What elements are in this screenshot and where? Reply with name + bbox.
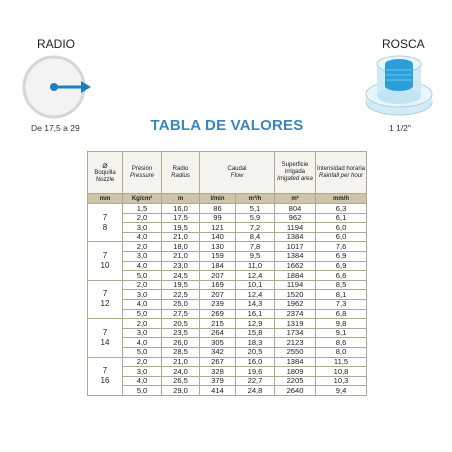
cell-radius: 22,5 [162,290,200,300]
cell-flow-m3h: 11,0 [236,261,275,271]
nozzle-cell [88,357,123,395]
cell-area: 1017 [275,242,316,252]
header-nozzle-title: Boquilla [94,170,116,177]
cell-radius: 24,5 [162,271,200,281]
table-row [88,213,367,223]
cell-radius: 19,5 [162,280,200,290]
cell-pressure: 5,0 [123,347,162,357]
cell-flow-m3h: 8,4 [236,232,275,242]
cell-pressure: 5,0 [123,271,162,281]
cell-radius: 26,0 [162,338,200,348]
table-row [88,261,367,271]
cell-radius: 20,5 [162,319,200,329]
cell-flow-lmin: 239 [200,299,236,309]
header-flow [200,152,275,194]
radius-range-caption: De 17,5 a 29 [31,123,80,133]
cell-flow-m3h: 9,5 [236,251,275,261]
cell-area: 2123 [275,338,316,348]
cell-flow-lmin: 264 [200,328,236,338]
header-area-title: Superficie irrigada [281,162,309,176]
cell-flow-lmin: 86 [200,204,236,214]
cell-pressure: 5,0 [123,309,162,319]
table-row [88,223,367,233]
cell-flow-m3h: 12,4 [236,290,275,300]
header-flow-title: Caudal [227,165,247,172]
cell-pressure: 3,0 [123,223,162,233]
cell-flow-lmin: 342 [200,347,236,357]
cell-flow-lmin: 140 [200,232,236,242]
cell-radius: 18,0 [162,242,200,252]
unit-flow-m3h: m³/h [236,194,275,204]
cell-rainfall: 6,9 [316,251,367,261]
radius-diagram-icon [21,52,101,122]
unit-pressure: Kg/cm² [123,194,162,204]
cell-flow-lmin: 328 [200,367,236,377]
cell-area: 1319 [275,319,316,329]
cell-flow-m3h: 22,7 [236,376,275,386]
cell-rainfall: 6,3 [316,204,367,214]
table-row [88,204,367,214]
header-pressure [123,152,162,194]
table-row [88,386,367,396]
nozzle-value: 7 14 [100,327,110,347]
cell-flow-lmin: 99 [200,213,236,223]
header-radius-title: Radio [172,165,189,172]
cell-flow-lmin: 207 [200,271,236,281]
header-rainfall-subtitle: Rainfall per hour [319,172,364,179]
table-row [88,309,367,319]
header-area-subtitle: Irrigated area [277,175,313,182]
cell-flow-m3h: 20,5 [236,347,275,357]
cell-flow-lmin: 267 [200,357,236,367]
table-row [88,242,367,252]
cell-pressure: 4,0 [123,299,162,309]
nozzle-cell [88,280,123,318]
header-nozzle [88,152,123,194]
cell-rainfall: 6,0 [316,223,367,233]
table-row [88,367,367,377]
thread-title: ROSCA [382,37,425,51]
cell-pressure: 4,0 [123,232,162,242]
cell-flow-lmin: 215 [200,319,236,329]
unit-area: m² [275,194,316,204]
header-rainfall-title: Intensidad horaria [316,165,366,172]
header-area [275,152,316,194]
cell-flow-m3h: 15,8 [236,328,275,338]
cell-radius: 24,0 [162,367,200,377]
nozzle-cell [88,319,123,357]
table-row [88,232,367,242]
cell-flow-m3h: 16,1 [236,309,275,319]
cell-radius: 17,5 [162,213,200,223]
cell-pressure: 4,0 [123,261,162,271]
header-radius-subtitle: Radius [171,172,190,179]
cell-rainfall: 6,6 [316,271,367,281]
header-radius [162,152,200,194]
cell-radius: 26,5 [162,376,200,386]
cell-flow-m3h: 18,3 [236,338,275,348]
cell-rainfall: 7,3 [316,299,367,309]
cell-flow-lmin: 121 [200,223,236,233]
cell-rainfall: 10,3 [316,376,367,386]
table-row [88,280,367,290]
cell-rainfall: 8,1 [316,290,367,300]
cell-area: 2640 [275,386,316,396]
diameter-icon: ⌀ [102,160,108,171]
cell-rainfall: 8,5 [316,280,367,290]
cell-rainfall: 6,0 [316,232,367,242]
cell-radius: 23,0 [162,261,200,271]
cell-rainfall: 8,0 [316,347,367,357]
cell-area: 2205 [275,376,316,386]
cell-pressure: 3,0 [123,251,162,261]
cell-area: 1194 [275,280,316,290]
unit-flow-lmin: l/min [200,194,236,204]
cell-rainfall: 6,1 [316,213,367,223]
cell-flow-m3h: 24,8 [236,386,275,396]
header-pressure-subtitle: Pressure [129,172,154,179]
table-row [88,328,367,338]
cell-flow-m3h: 12,9 [236,319,275,329]
cell-radius: 25,0 [162,299,200,309]
cell-pressure: 4,0 [123,376,162,386]
cell-flow-lmin: 305 [200,338,236,348]
nozzle-cell [88,204,123,242]
header-pressure-title: Presión [131,165,153,172]
cell-rainfall: 10,8 [316,367,367,377]
cell-pressure: 3,0 [123,367,162,377]
cell-pressure: 3,0 [123,290,162,300]
table-row [88,347,367,357]
cell-flow-lmin: 130 [200,242,236,252]
table-row [88,299,367,309]
cell-area: 1809 [275,367,316,377]
cell-rainfall: 7,6 [316,242,367,252]
thread-fitting-icon [364,50,434,118]
cell-area: 2550 [275,347,316,357]
cell-area: 1194 [275,223,316,233]
cell-pressure: 2,0 [123,213,162,223]
header-nozzle-subtitle: Nozzle [95,177,115,183]
header-rainfall [316,152,367,194]
cell-flow-m3h: 10,1 [236,280,275,290]
radio-title: RADIO [37,37,76,51]
table-row [88,338,367,348]
cell-area: 1734 [275,328,316,338]
cell-flow-lmin: 159 [200,251,236,261]
cell-rainfall: 9,8 [316,319,367,329]
cell-flow-m3h: 5,9 [236,213,275,223]
cell-rainfall: 9,4 [316,386,367,396]
cell-rainfall: 11,5 [316,357,367,367]
values-body [88,204,367,396]
cell-area: 962 [275,213,316,223]
cell-pressure: 2,0 [123,319,162,329]
nozzle-value: 7 8 [102,212,108,232]
cell-flow-lmin: 184 [200,261,236,271]
cell-radius: 21,0 [162,251,200,261]
cell-radius: 23,5 [162,328,200,338]
unit-rainfall: mm/h [316,194,367,204]
cell-pressure: 1,5 [123,204,162,214]
cell-rainfall: 8,6 [316,338,367,348]
cell-area: 804 [275,204,316,214]
cell-flow-m3h: 7,2 [236,223,275,233]
table-title: TABLA DE VALORES [150,117,304,134]
cell-rainfall: 9,1 [316,328,367,338]
cell-flow-m3h: 7,8 [236,242,275,252]
cell-flow-m3h: 5,1 [236,204,275,214]
values-table [87,151,367,396]
cell-flow-m3h: 16,0 [236,357,275,367]
cell-area: 1884 [275,271,316,281]
cell-radius: 21,0 [162,357,200,367]
nozzle-cell [88,242,123,280]
unit-nozzle: mm [88,194,123,204]
cell-flow-m3h: 14,3 [236,299,275,309]
cell-flow-lmin: 207 [200,290,236,300]
cell-pressure: 2,0 [123,242,162,252]
cell-radius: 19,5 [162,223,200,233]
cell-radius: 16,0 [162,204,200,214]
nozzle-value: 7 16 [100,366,110,386]
cell-area: 1384 [275,357,316,367]
cell-flow-m3h: 12,4 [236,271,275,281]
nozzle-value: 7 10 [100,251,110,271]
cell-flow-lmin: 414 [200,386,236,396]
cell-radius: 27,5 [162,309,200,319]
header-row [88,152,367,194]
table-row [88,290,367,300]
nozzle-value: 7 12 [100,289,110,309]
cell-radius: 21,0 [162,232,200,242]
table-row [88,271,367,281]
cell-flow-m3h: 19,6 [236,367,275,377]
cell-rainfall: 6,8 [316,309,367,319]
cell-area: 1662 [275,261,316,271]
cell-pressure: 2,0 [123,280,162,290]
cell-pressure: 3,0 [123,328,162,338]
table-row [88,251,367,261]
cell-flow-lmin: 269 [200,309,236,319]
table-row [88,319,367,329]
header-flow-subtitle: Flow [230,172,244,179]
units-row [88,194,367,204]
cell-pressure: 5,0 [123,386,162,396]
cell-radius: 28,5 [162,347,200,357]
cell-area: 1962 [275,299,316,309]
unit-radius: m [162,194,200,204]
cell-area: 1520 [275,290,316,300]
cell-area: 2374 [275,309,316,319]
table-row [88,376,367,386]
thread-size-caption: 1 1/2" [389,123,411,133]
cell-flow-lmin: 169 [200,280,236,290]
cell-rainfall: 6,9 [316,261,367,271]
cell-radius: 29,0 [162,386,200,396]
cell-pressure: 2,0 [123,357,162,367]
cell-area: 1384 [275,232,316,242]
table-row [88,357,367,367]
cell-area: 1384 [275,251,316,261]
cell-pressure: 4,0 [123,338,162,348]
cell-flow-lmin: 379 [200,376,236,386]
